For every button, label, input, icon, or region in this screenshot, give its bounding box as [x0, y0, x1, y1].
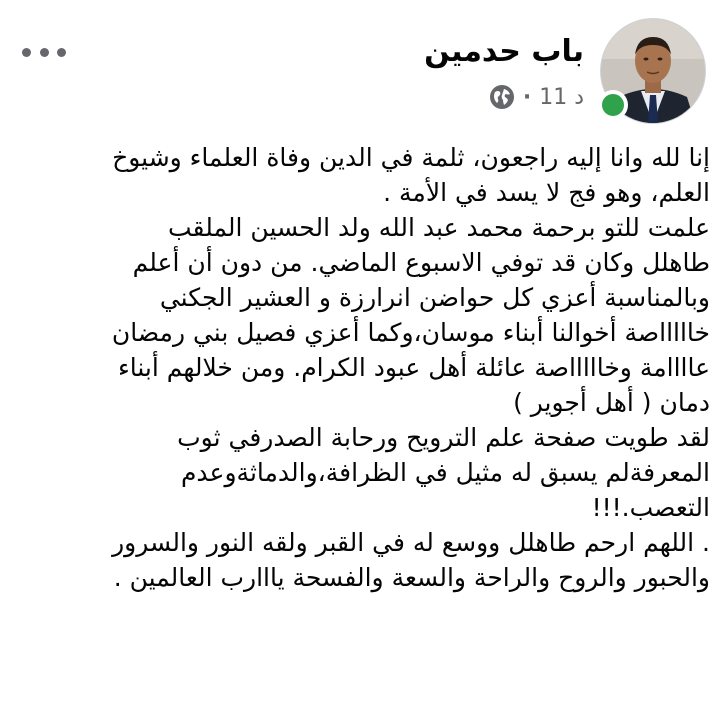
post-text-line: العلم، وهو فج لا يسد في الأمة . [383, 178, 710, 207]
globe-icon[interactable] [489, 84, 515, 110]
post-text-line: طاهلل وكان قد توفي الاسبوع الماضي. من دون أن أعلم [132, 248, 710, 277]
more-options-dot [40, 48, 49, 57]
post-header [14, 18, 706, 128]
online-status-dot [598, 90, 628, 120]
more-options-button[interactable] [22, 40, 66, 64]
author-avatar[interactable] [600, 18, 706, 124]
post-text-line: لقد طويت صفحة علم الترويح ورحابة الصدرفي ثوب [177, 423, 710, 452]
post-text-line: دمان ( أهل أجوير ) [513, 388, 710, 417]
post-text-line: . اللهم ارحم طاهلل ووسع له في القبر ولقه النور والسرور [112, 528, 710, 557]
post-time[interactable]: 11 د [539, 84, 584, 110]
post-text-line: والحبور والروح والراحة والسعة والفسحة يااارب العالمين . [113, 563, 710, 592]
post-text-line: المعرفةلم يسبق له مثيل في الظرافة،والدماثةوعدم [180, 458, 710, 487]
post-text-line: إنا لله وانا إليه راجعون، ثلمة في الدين وفاة العلماء وشيوخ [112, 143, 710, 172]
author-name[interactable]: باب حدمين [424, 34, 584, 69]
more-options-icon [22, 48, 31, 57]
post-text-line: علمت للتو برحمة محمد عبد الله ولد الحسين الملقب [168, 213, 710, 242]
post-text [10, 140, 710, 595]
post-text-line: وبالمناسبة أعزي كل حواضن انرارزة و العشير الجكني [159, 283, 710, 312]
post-meta [489, 82, 584, 112]
post-text-line: عاااامة وخاااااصة عائلة أهل عبود الكرام. ومن خلالهم أبناء [117, 353, 710, 382]
more-options-dot [57, 48, 66, 57]
post-text-line: التعصب.!!! [591, 493, 710, 522]
post-text-line: خاااااصة أخوالنا أبناء موسان،وكما أعزي فصيل بني رمضان [111, 318, 710, 347]
meta-separator: · [522, 84, 532, 110]
